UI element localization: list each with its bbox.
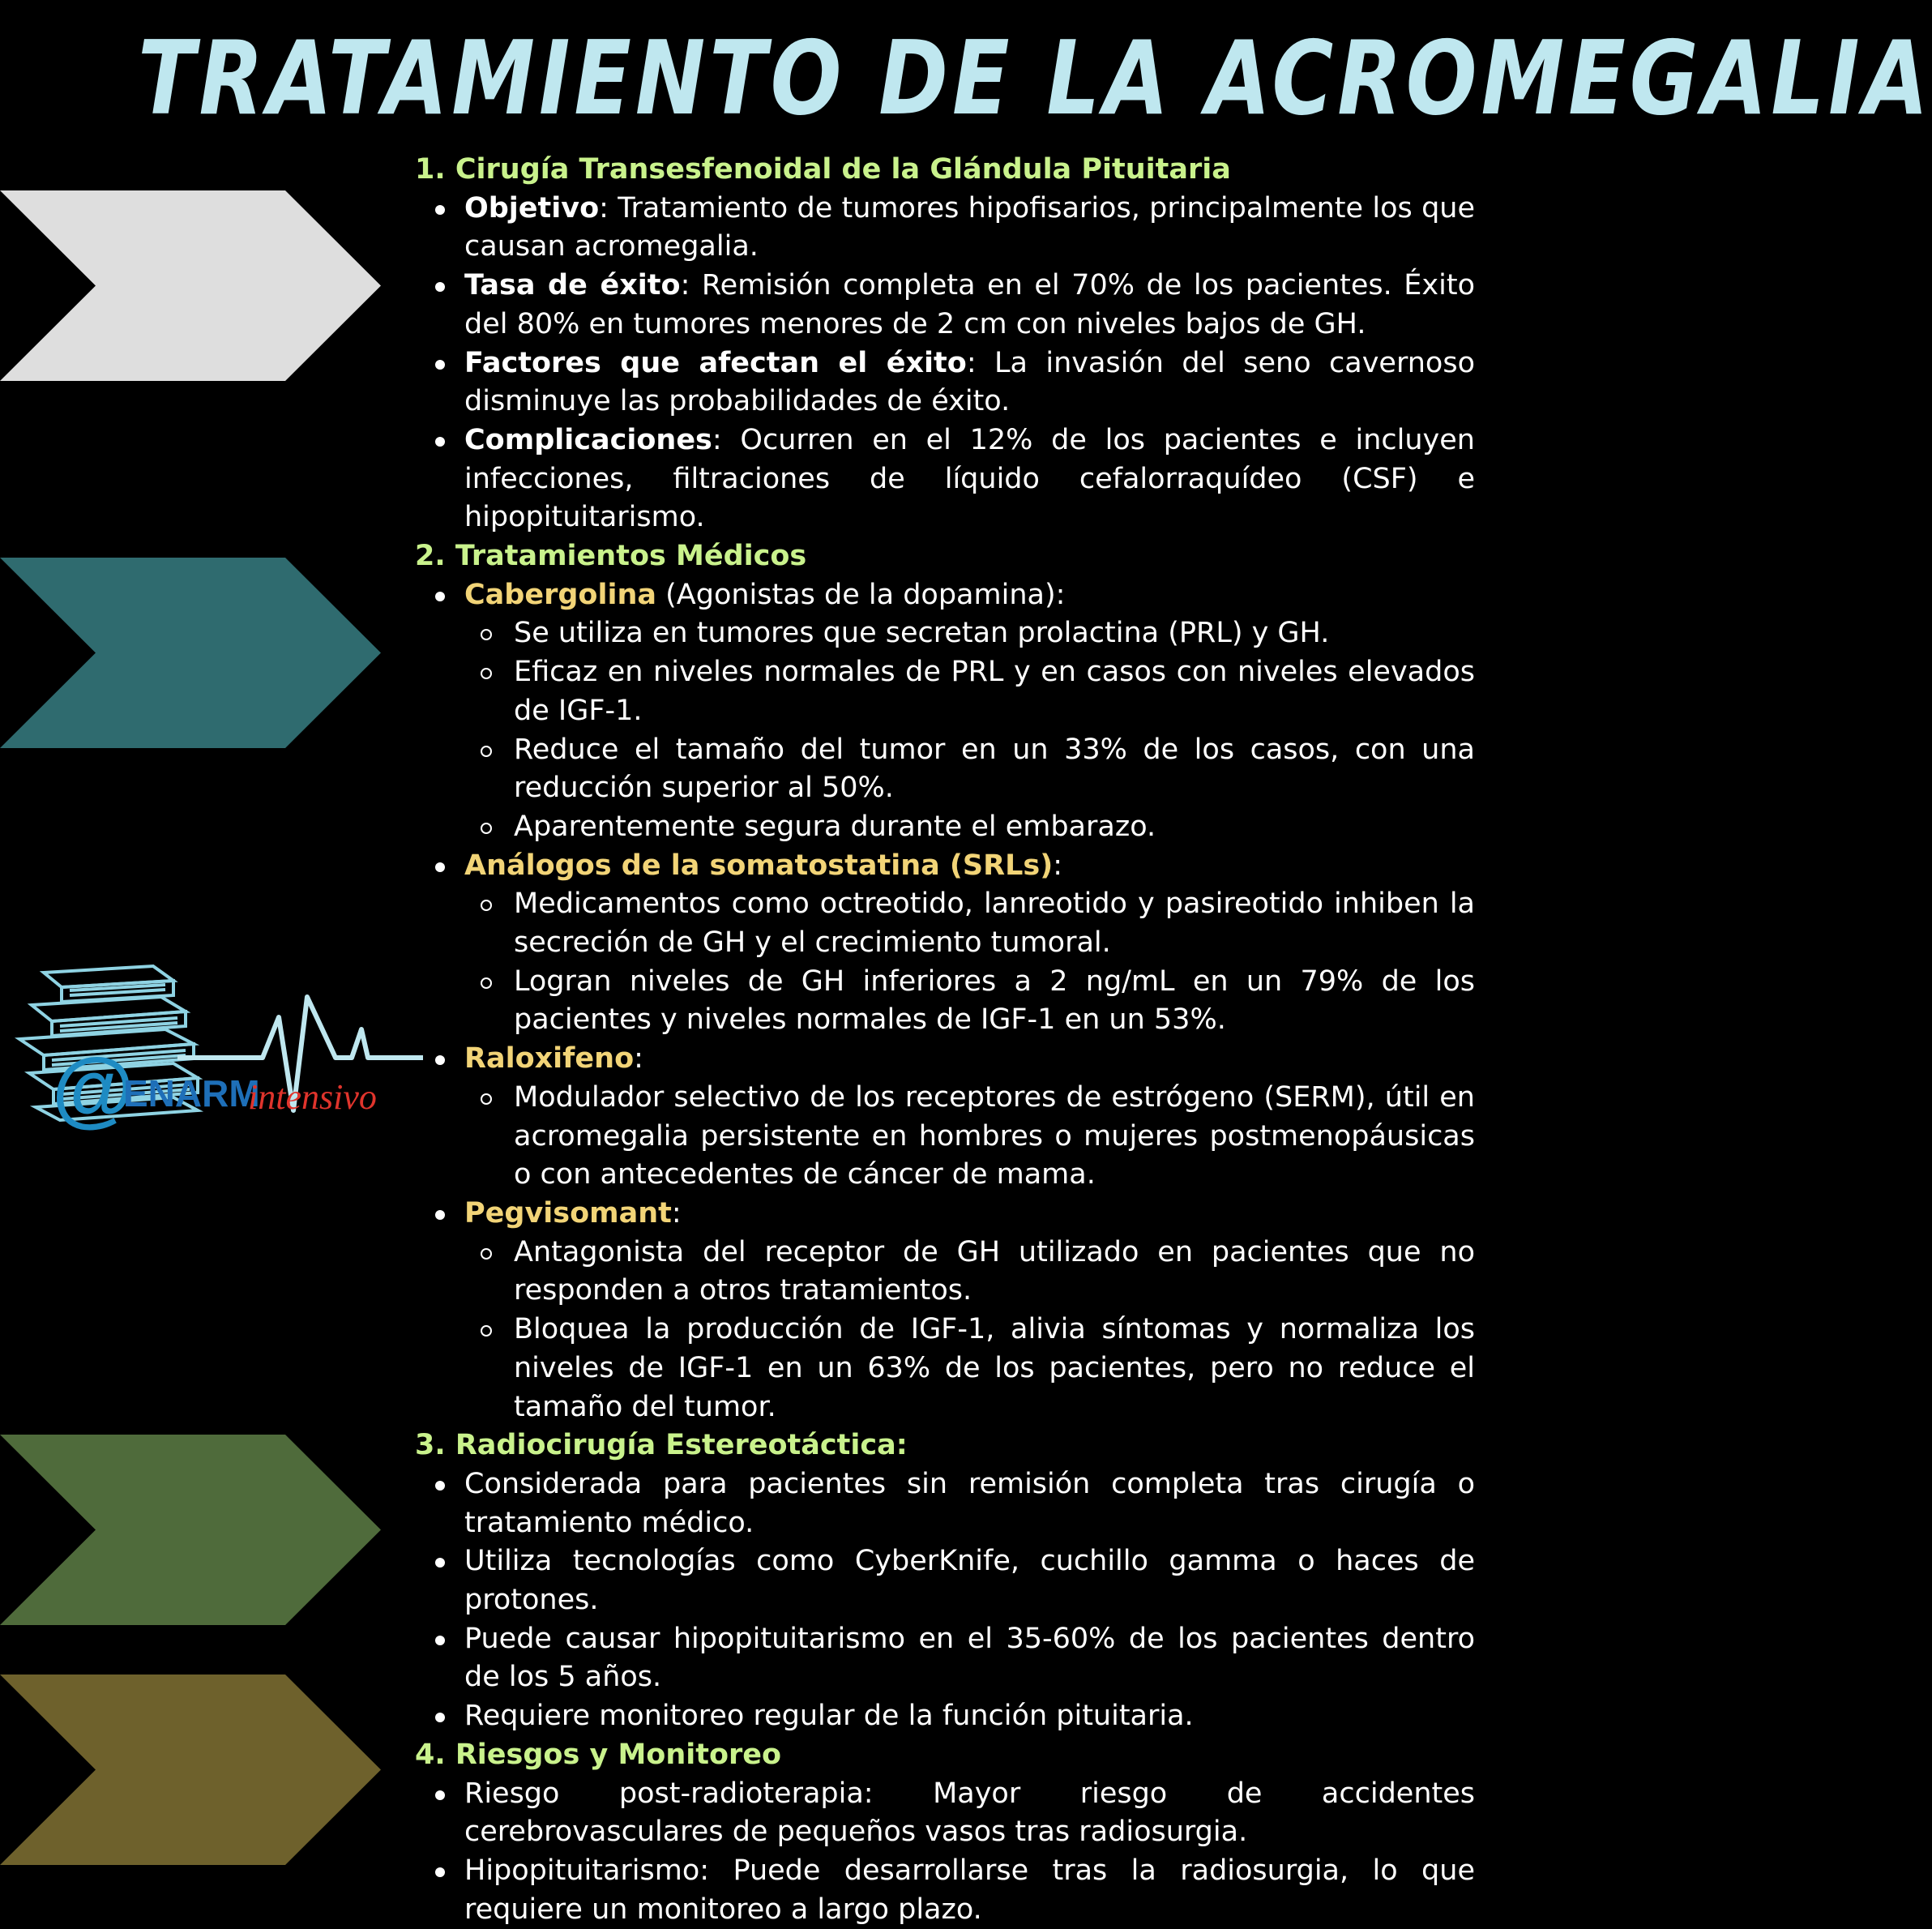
sub-list-item: Antagonista del receptor de GH utilizado en pacientes que no responden a otros tratamientos. (415, 1234, 1475, 1311)
list-item (415, 847, 1475, 1041)
chevron-arrow-icon (0, 190, 381, 381)
section-list (415, 190, 1475, 537)
sub-list-item: Bloquea la producción de IGF-1, alivia síntomas y normaliza los niveles de IGF-1 en un 63% de los pacientes, pero no reduce el tamaño del tumor. (415, 1311, 1475, 1426)
sub-list (415, 614, 1475, 846)
item-label: Tasa de éxito (464, 269, 681, 302)
drug-name: Raloxifeno (464, 1042, 635, 1076)
item-text: : La invasión del seno cavernoso disminuye las probabilidades de éxito. (464, 346, 1475, 418)
sub-list (415, 885, 1475, 1040)
item-label: Objetivo (464, 191, 600, 225)
drug-name: Pegvisomant (464, 1196, 672, 1230)
list-item: Riesgo post-radioterapia: Mayor riesgo de accidentes cerebrovasculares de pequeños vasos tras radiosurgia. (415, 1775, 1475, 1852)
logo-tagline: intensivo (248, 1077, 377, 1117)
sub-list (415, 1234, 1475, 1427)
section-title: 4. Riesgos y Monitoreo (415, 1738, 782, 1771)
list-item: Considerada para pacientes sin remisión completa tras cirugía o tratamiento médico. (415, 1465, 1475, 1542)
list-item: Puede causar hipopituitarismo en el 35-60% de los pacientes dentro de los 5 años. (415, 1620, 1475, 1697)
list-item (415, 267, 1475, 344)
sub-list-item: Medicamentos como octreotido, lanreotido y pasireotido inhiben la secreción de GH y el crecimiento tumoral. (415, 885, 1475, 962)
item-label: Factores que afectan el éxito (464, 346, 967, 379)
sub-list-item: Eficaz en niveles normales de PRL y en casos con niveles elevados de IGF-1. (415, 653, 1475, 730)
list-item: Requiere monitoreo regular de la función pituitaria. (415, 1697, 1475, 1736)
item-text: : Remisión completa en el 70% de los pacientes. Éxito del 80% en tumores menores de 2 cm con niveles bajos de GH. (464, 269, 1475, 340)
list-item (415, 1040, 1475, 1195)
item-text: : Tratamiento de tumores hipofisarios, principalmente los que causan acromegalia. (464, 191, 1475, 263)
logo-brand: ENARM (123, 1072, 260, 1114)
drug-suffix: : (671, 1196, 682, 1230)
section-list (415, 576, 1475, 1426)
chevron-arrow-icon (0, 558, 381, 748)
logo-at: @ (52, 1041, 135, 1136)
page-title: TRATAMIENTO DE LA ACROMEGALIA (138, 19, 1932, 138)
sub-list (415, 1079, 1475, 1195)
list-item (415, 344, 1475, 421)
enarm-logo (11, 948, 433, 1151)
content-column (415, 151, 1475, 1929)
drug-name: Análogos de la somatostatina (SRLs) (464, 849, 1054, 882)
drug-name: Cabergolina (464, 578, 656, 611)
section-title: 2. Tratamientos Médicos (415, 540, 807, 573)
list-item: Hipopituitarismo: Puede desarrollarse tras la radiosurgia, lo que requiere un monitoreo a largo plazo. (415, 1852, 1475, 1929)
chevron-arrow-icon (0, 1675, 381, 1865)
sub-list-item: Modulador selectivo de los receptores de estrógeno (SERM), útil en acromegalia persistente en hombres o mujeres postmenopáusicas o con antecedentes de cáncer de mama. (415, 1079, 1475, 1195)
section-list (415, 1775, 1475, 1929)
chevron-arrow-icon (0, 1435, 381, 1625)
section-title: 3. Radiocirugía Estereotáctica: (415, 1429, 908, 1462)
drug-suffix: (Agonistas de la dopamina): (656, 578, 1066, 611)
sub-list-item: Logran niveles de GH inferiores a 2 ng/mL en un 79% de los pacientes y niveles normales de IGF-1 en un 53%. (415, 963, 1475, 1040)
sub-list-item: Aparentemente segura durante el embarazo. (415, 808, 1475, 847)
sub-list-item: Reduce el tamaño del tumor en un 33% de los casos, con una reducción superior al 50%. (415, 731, 1475, 808)
section-title: 1. Cirugía Transesfenoidal de la Glándula Pituitaria (415, 153, 1231, 186)
drug-suffix: : (634, 1042, 643, 1076)
list-item: Utiliza tecnologías como CyberKnife, cuchillo gamma o haces de protones. (415, 1542, 1475, 1619)
list-item (415, 190, 1475, 267)
list-item (415, 1195, 1475, 1426)
list-item (415, 421, 1475, 537)
item-label: Complicaciones (464, 423, 712, 456)
sub-list-item: Se utiliza en tumores que secretan prolactina (PRL) y GH. (415, 614, 1475, 653)
drug-suffix: : (1053, 849, 1063, 882)
section-list (415, 1465, 1475, 1736)
item-text: : Ocurren en el 12% de los pacientes e incluyen infecciones, filtraciones de líquido cefalorraquídeo (CSF) e hipopituitarismo. (464, 423, 1475, 534)
list-item (415, 576, 1475, 847)
